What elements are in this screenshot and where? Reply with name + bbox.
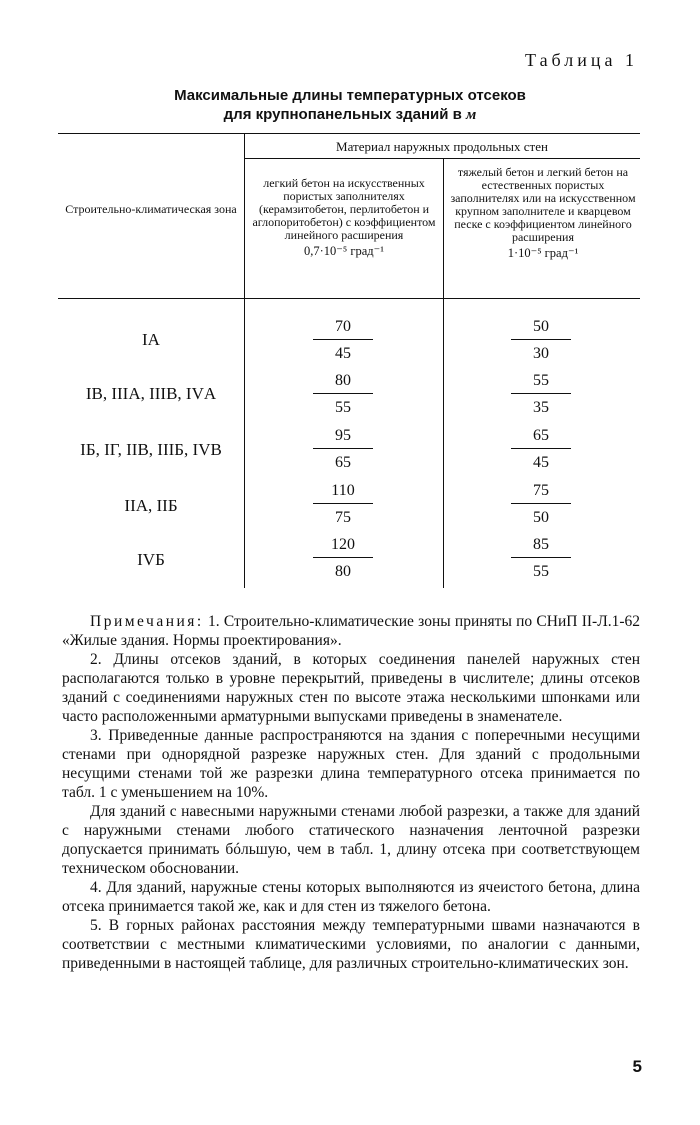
row-zone-4: IIА, IIБ bbox=[124, 496, 178, 515]
row-3-col2: $\frac{65}{45}$ bbox=[511, 427, 571, 472]
table-label: Таблица 1 bbox=[525, 50, 638, 70]
header-material: Материал наружных продольных стен bbox=[336, 139, 548, 154]
note-3: 3. Приведенные данные распространяются на здания с поперечными несущими стенами при однорядной разрезке наружных стен. Для зданий с продольными несущими стенами той же разрезки длина температурного отсека принимается по табл. 1 с уменьшением на 10%. bbox=[62, 727, 640, 801]
header-col1 bbox=[248, 177, 440, 258]
notes-section bbox=[62, 612, 640, 973]
row-zone-2: IВ, IIIА, IIIВ, IVА bbox=[85, 384, 217, 403]
material-subrule bbox=[244, 158, 640, 159]
header-zone: Строительно-климатическая зона bbox=[65, 202, 237, 216]
col-divider-1 bbox=[244, 133, 245, 588]
caption-unit: м bbox=[466, 107, 477, 123]
note-2: 2. Длины отсеков зданий, в которых соединения панелей наружных стен располагаются только в уровне перекрытий, приведены в числителе; длины отсеков зданий с соединениями наружных стен по высоте этажа несколькими шпонками или часто расположенными арматурными выпусками приведены в знаменателе. bbox=[62, 651, 640, 725]
row-2-col2: $\frac{55}{35}$ bbox=[511, 372, 571, 417]
row-3-col1: $\frac{95}{65}$ bbox=[313, 427, 373, 472]
caption-line-2: для крупнопанельных зданий в м bbox=[223, 106, 477, 123]
col-divider-2 bbox=[443, 158, 444, 588]
header-bottom-rule bbox=[58, 298, 640, 299]
row-4-col1: $\frac{110}{75}$ bbox=[313, 482, 373, 527]
note-1: Примечания: 1. Строительно-климатические зоны приняты по СНиП II-Л.1-62 «Жилые здания. Нормы проектирования». bbox=[62, 613, 640, 649]
header-col1-coef: 0,7·10⁻⁵ град⁻¹ bbox=[304, 244, 384, 258]
row-zone-3: IБ, IГ, IIВ, IIIБ, IVВ bbox=[80, 440, 222, 459]
notes-heading: Примечания: bbox=[90, 613, 204, 630]
table-top-rule bbox=[58, 133, 640, 134]
header-col2-coef: 1·10⁻⁵ град⁻¹ bbox=[507, 246, 579, 260]
table-caption bbox=[0, 86, 700, 125]
row-4-col2: $\frac{75}{50}$ bbox=[511, 482, 571, 527]
note-3b: Для зданий с навесными наружными стенами любой разрезки, а также для зданий с наружными стенами любого статического назначения ленточной разрезки допускается принимать бóльшую, чем в табл. 1, длину отсека при соответствующем техническом обосновании. bbox=[62, 803, 640, 877]
header-col2-text: тяжелый бетон и легкий бетон на естественных пористых заполнителях или на искусственном крупном заполнителе и кварцевом песке с коэффициентом линейного расширения bbox=[450, 165, 636, 244]
row-2-col1: $\frac{80}{55}$ bbox=[313, 372, 373, 417]
row-5-col2: $\frac{85}{55}$ bbox=[511, 536, 571, 581]
caption-line-1: Максимальные длины температурных отсеков bbox=[174, 87, 526, 104]
row-zone-1: IА bbox=[142, 330, 160, 349]
header-col2 bbox=[447, 166, 639, 260]
row-1-col1: $\frac{70}{45}$ bbox=[313, 318, 373, 363]
row-5-col1: $\frac{120}{80}$ bbox=[313, 536, 373, 581]
row-1-col2: $\frac{50}{30}$ bbox=[511, 318, 571, 363]
page-number: 5 bbox=[632, 1057, 642, 1076]
row-zone-5: IVБ bbox=[137, 550, 165, 569]
header-col1-text: легкий бетон на искусственных пористых заполнителях (керамзитобетон, перлитобетон и аглопоритобетон) с коэффициентом линейного расширения bbox=[252, 176, 436, 242]
note-5: 5. В горных районах расстояния между температурными швами назначаются в соответствии с местными климатическими условиями, по аналогии с данными, приведенными в настоящей таблице, для различных строительно-климатических зон. bbox=[62, 917, 640, 972]
note-4: 4. Для зданий, наружные стены которых выполняются из ячеистого бетона, длина отсека принимается такой же, как и для стен из тяжелого бетона. bbox=[62, 879, 640, 915]
data-table bbox=[58, 133, 640, 588]
